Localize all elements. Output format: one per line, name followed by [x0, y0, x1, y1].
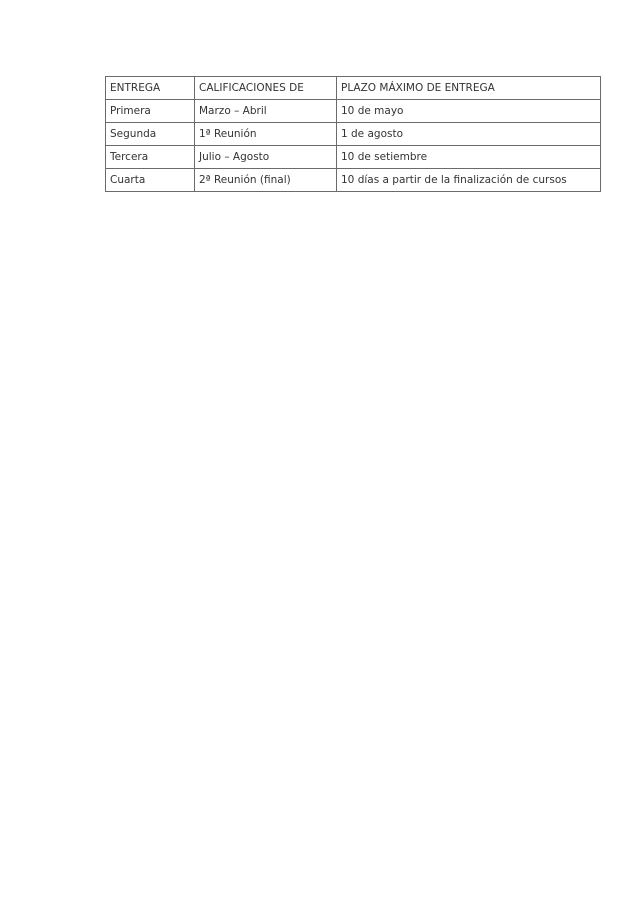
- cell-plazo: 10 días a partir de la finalización de cursos: [337, 169, 601, 192]
- table-row: [106, 123, 601, 146]
- header-calificaciones: CALIFICACIONES DE: [195, 77, 337, 100]
- cell-calificaciones: Julio – Agosto: [195, 146, 337, 169]
- table-header-row: [106, 77, 601, 100]
- cell-entrega: Tercera: [106, 146, 195, 169]
- table-row: [106, 146, 601, 169]
- table-row: [106, 169, 601, 192]
- cell-plazo: 10 de setiembre: [337, 146, 601, 169]
- cell-entrega: Primera: [106, 100, 195, 123]
- cell-plazo: 10 de mayo: [337, 100, 601, 123]
- header-entrega: ENTREGA: [106, 77, 195, 100]
- cell-entrega: Segunda: [106, 123, 195, 146]
- cell-calificaciones: 2ª Reunión (final): [195, 169, 337, 192]
- cell-calificaciones: Marzo – Abril: [195, 100, 337, 123]
- table-row: [106, 100, 601, 123]
- cell-plazo: 1 de agosto: [337, 123, 601, 146]
- delivery-schedule-table: [105, 76, 601, 192]
- header-plazo: PLAZO MÁXIMO DE ENTREGA: [337, 77, 601, 100]
- cell-calificaciones: 1ª Reunión: [195, 123, 337, 146]
- cell-entrega: Cuarta: [106, 169, 195, 192]
